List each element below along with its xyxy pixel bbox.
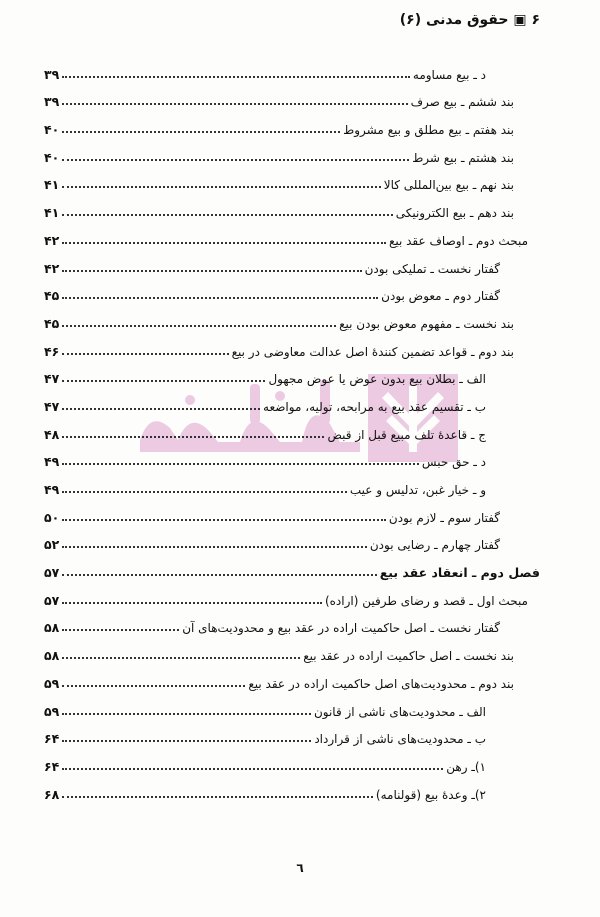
dot-leader xyxy=(62,602,322,604)
toc-entry-title: بند نهم ـ بیع بین‌المللی کالا xyxy=(383,178,514,193)
toc-entry-title: الف ـ محدودیت‌های ناشی از قانون xyxy=(313,704,486,719)
dot-leader xyxy=(62,380,265,382)
dot-leader xyxy=(62,242,386,244)
toc-entry-row xyxy=(44,390,540,418)
page-footer xyxy=(0,861,600,875)
toc-entry-title: مبحث اول ـ قصد و رضای طرفین (اراده) xyxy=(324,593,528,608)
toc-entry-row xyxy=(44,695,540,723)
toc-page-number: ۳۹ xyxy=(44,66,60,82)
toc-entry-row xyxy=(44,612,540,640)
toc-entry-row xyxy=(44,501,540,529)
toc-entry-row xyxy=(44,86,540,114)
toc-entry-title: بند نخست ـ اصل حاکمیت اراده در عقد بیع xyxy=(303,649,514,664)
toc-entry-row xyxy=(44,113,540,141)
dot-leader xyxy=(62,159,409,161)
toc-entry-row xyxy=(44,667,540,695)
toc-page-number: ۵۷ xyxy=(44,592,60,608)
toc-entry-title: بند دهم ـ بیع الکترونیکی xyxy=(395,206,514,221)
toc-page-number: ۴۲ xyxy=(44,260,60,276)
dot-leader xyxy=(62,131,340,133)
dot-leader xyxy=(62,629,179,631)
toc-entry-title: ۲)ـ وعدهٔ بیع (قولنامه) xyxy=(375,787,486,802)
toc-entry-title: بند ششم ـ بیع صرف xyxy=(410,95,514,110)
toc-entry-row xyxy=(44,141,540,169)
toc-entry-title: الف ـ بطلان بیع بدون عوض یا عوض مجهول xyxy=(268,372,486,387)
toc-entry-title: گفتار نخست ـ تملیکی بودن xyxy=(364,261,500,276)
dot-leader xyxy=(62,270,361,272)
toc-entry-title: مبحث دوم ـ اوصاف عقد بیع xyxy=(388,233,528,248)
dot-leader xyxy=(62,491,347,493)
toc-entry-row xyxy=(44,584,540,612)
toc-entry-row xyxy=(44,280,540,308)
toc-entry-title: ۱)ـ رهن xyxy=(446,759,486,774)
toc-entry-title: ب ـ تقسیم عقد بیع به مرابحه، تولیه، مواضعه xyxy=(263,399,486,414)
dot-leader xyxy=(62,297,378,299)
toc-entry-title: گفتار نخست ـ اصل حاکمیت اراده در عقد بیع و محدودیت‌های آن xyxy=(182,621,500,636)
toc-page-number: ۵۷ xyxy=(44,565,60,581)
dot-leader xyxy=(62,519,386,521)
toc-page-number: ۶۴ xyxy=(44,758,60,774)
toc-entry-row xyxy=(44,418,540,446)
toc-page-number: ۴۲ xyxy=(44,232,60,248)
dot-leader xyxy=(62,76,410,78)
toc-entry-row xyxy=(44,307,540,335)
toc-chapter-row xyxy=(44,556,540,584)
dot-leader xyxy=(62,353,228,355)
dot-leader xyxy=(62,796,373,798)
toc-page-number: ۵۸ xyxy=(44,620,60,636)
toc-page-number: ۴۹ xyxy=(44,482,60,497)
dot-leader xyxy=(62,186,380,188)
toc-page-number: ۴۷ xyxy=(44,398,60,414)
toc-page-number: ۴۵ xyxy=(44,315,60,331)
toc-entry-title: گفتار سوم ـ لازم بودن xyxy=(388,510,500,525)
toc-page-number: ۴۰ xyxy=(44,149,60,165)
toc-entry-title: بند هفتم ـ بیع مطلق و بیع مشروط xyxy=(343,123,514,138)
dot-leader xyxy=(62,325,336,327)
dot-leader xyxy=(62,546,367,548)
header-title: ۶ ▣ حقوق مدنی (۶) xyxy=(399,12,540,28)
toc-page-number: ۴۰ xyxy=(44,122,60,138)
toc-entry-title: د ـ بیع مساومه xyxy=(412,67,486,82)
dot-leader xyxy=(62,685,245,687)
toc-entry-row xyxy=(44,363,540,391)
toc-entry-title: د ـ حق حبس xyxy=(421,455,486,470)
toc-page-number: ۳۹ xyxy=(44,94,60,110)
toc-page-number: ۴۱ xyxy=(44,177,60,193)
toc-entry-row xyxy=(44,529,540,557)
toc-entry-row xyxy=(44,335,540,363)
toc-entry-row xyxy=(44,196,540,224)
dot-leader xyxy=(62,713,311,715)
toc-entry-row xyxy=(44,723,540,751)
toc-entry-title: گفتار چهارم ـ رضایی بودن xyxy=(369,538,500,553)
toc-entry-row xyxy=(44,252,540,280)
toc-entry-row xyxy=(44,446,540,474)
dot-leader xyxy=(62,103,407,105)
toc-entry-title: ب ـ محدودیت‌های ناشی از قرارداد xyxy=(314,732,486,747)
toc-page-number: ۵۸ xyxy=(44,648,60,664)
toc-page-number: ۴۱ xyxy=(44,205,60,221)
toc-page-number: ۴۸ xyxy=(44,426,60,442)
toc-page-number: ۶۴ xyxy=(44,731,60,747)
footer-mark: ٦ xyxy=(296,861,304,875)
dot-leader xyxy=(62,214,392,216)
dot-leader xyxy=(62,768,443,770)
toc-page-number: ۶۸ xyxy=(44,786,60,802)
toc-entry-row xyxy=(44,58,540,86)
dot-leader xyxy=(62,436,324,438)
toc-page-number: ۴۷ xyxy=(44,371,60,387)
dot-leader xyxy=(62,408,260,410)
toc-page-number: ۵۰ xyxy=(44,509,60,525)
toc-entry-row xyxy=(44,750,540,778)
dot-leader xyxy=(62,574,376,576)
toc-entry-title: بند دوم ـ قواعد تضمین کنندهٔ اصل عدالت معاوضی در بیع xyxy=(231,344,514,359)
toc-entry-title: و ـ خیار غبن، تدلیس و عیب xyxy=(349,483,486,497)
toc-page-number: ۴۶ xyxy=(44,343,60,359)
toc-page-number: ۵۹ xyxy=(44,675,60,691)
toc-entry-title: بند هشتم ـ بیع شرط xyxy=(412,150,514,165)
toc-page-number: ۵۲ xyxy=(44,537,60,553)
toc-entry-title: فصل دوم ـ انعقاد عقد بیع xyxy=(379,565,540,581)
toc-entry-row xyxy=(44,639,540,667)
toc-entry-title: بند دوم ـ محدودیت‌های اصل حاکمیت اراده در عقد بیع xyxy=(248,676,514,691)
table-of-contents xyxy=(44,58,540,806)
dot-leader xyxy=(62,657,300,659)
toc-entry-title: گفتار دوم ـ معوض بودن xyxy=(381,289,500,304)
toc-entry-row xyxy=(44,224,540,252)
dot-leader xyxy=(62,740,311,742)
dot-leader xyxy=(62,463,419,465)
toc-entry-row xyxy=(44,169,540,197)
toc-entry-title: بند نخست ـ مفهوم معوض بودن بیع xyxy=(339,316,514,331)
toc-entry-title: ج ـ قاعدهٔ تلف مبیع قبل از قبض xyxy=(327,427,486,442)
running-header xyxy=(60,12,540,28)
toc-entry-row xyxy=(44,778,540,806)
toc-page-number: ۴۹ xyxy=(44,454,60,470)
toc-entry-row xyxy=(44,473,540,501)
toc-page-number: ۵۹ xyxy=(44,703,60,719)
toc-page-number: ۴۵ xyxy=(44,288,60,304)
